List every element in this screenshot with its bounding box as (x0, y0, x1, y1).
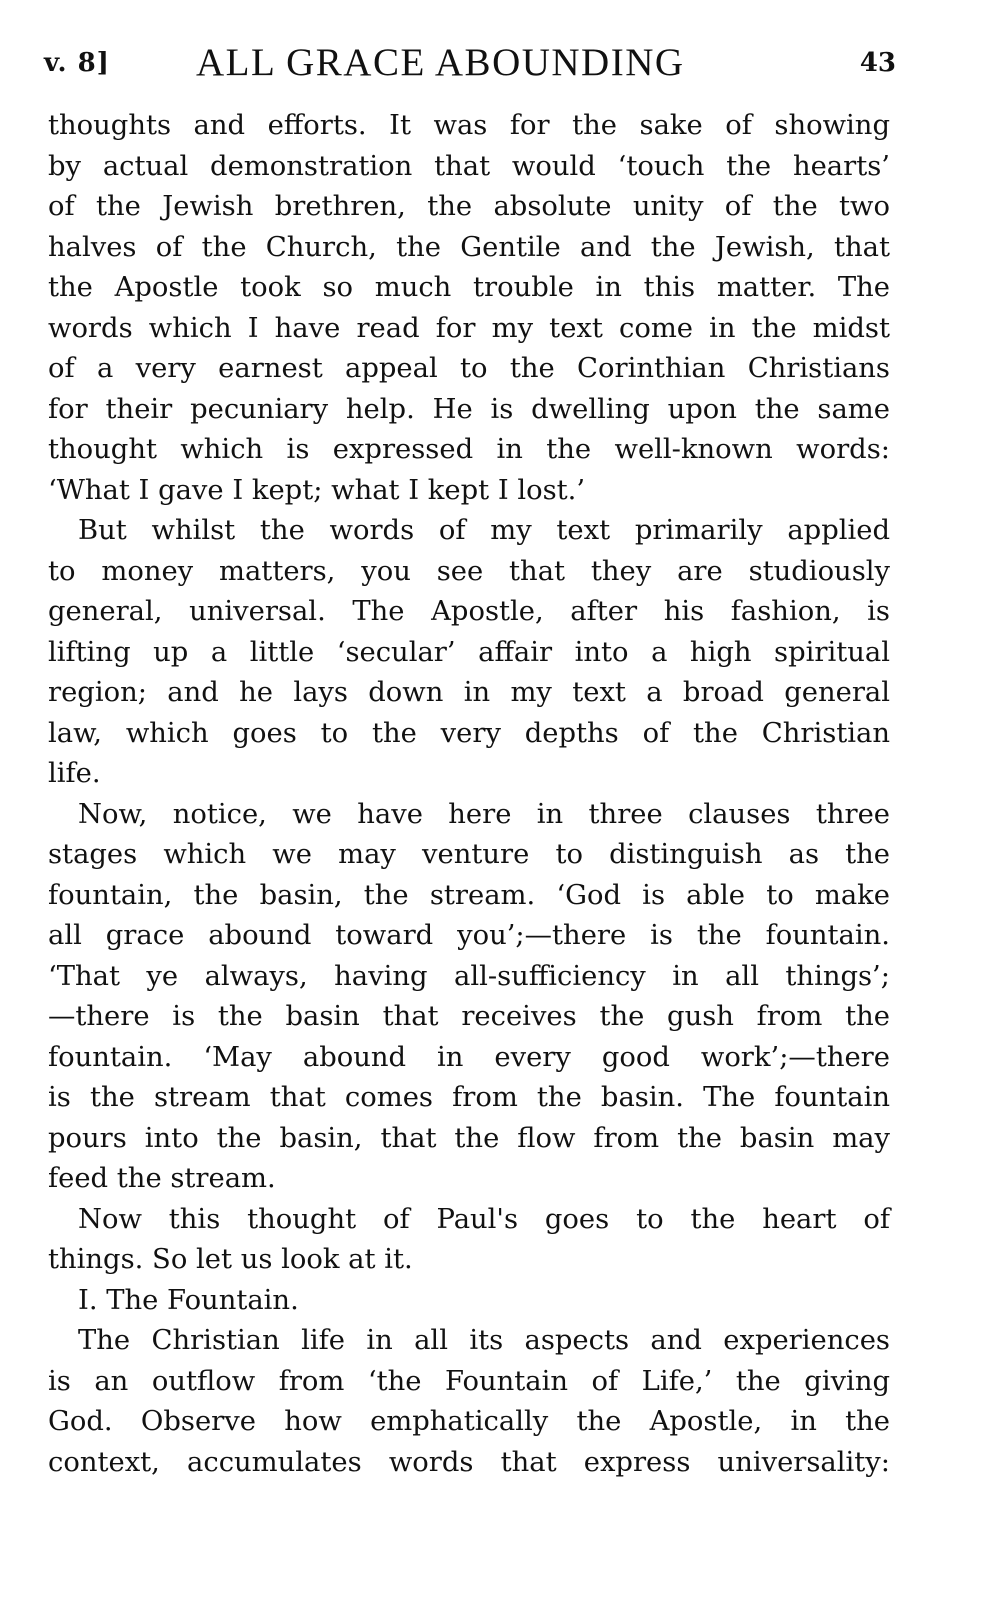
text-line: by actual demonstration that would ‘touch the hearts’ (48, 150, 890, 182)
text-line: all grace abound toward you’;—there is the fountain. (48, 920, 890, 951)
text-line: words which I have read for my text come in the midst (48, 312, 890, 344)
text-line: Now, notice, we have here in three clauses three (78, 798, 890, 830)
text-line: is an outflow from ‘the Fountain of Life,’ the giving (48, 1365, 890, 1397)
text-line: general, universal. The Apostle, after his fashion, is (48, 596, 890, 627)
text-line: is the stream that comes from the basin. The fountain (48, 1082, 890, 1113)
text-line: But whilst the words of my text primarily applied (78, 515, 890, 546)
text-line: region; and he lays down in my text a broad general (48, 677, 890, 708)
text-line: ‘That ye always, having all-sufficiency in all things’; (48, 960, 890, 992)
text-line: halves of the Church, the Gentile and the Jewish, that (48, 231, 890, 263)
text-line: of a very earnest appeal to the Corinthian Christians (48, 353, 890, 384)
running-header (44, 38, 896, 94)
text-line: fountain, the basin, the stream. ‘God is able to make (48, 879, 890, 911)
text-line: pours into the basin, that the flow from the basin may (48, 1122, 890, 1154)
text-line: God. Observe how emphatically the Apostle, in the (48, 1406, 890, 1437)
text-line: ‘What I gave I kept; what I kept I lost.’ (48, 474, 586, 506)
verse-reference: v. 8] (44, 48, 110, 78)
book-page (44, 38, 896, 1483)
text-line: lifting up a little ‘secular’ affair into a high spiritual (48, 636, 890, 668)
page-number: 43 (859, 48, 896, 78)
text-line: stages which we may venture to distinguish as the (48, 839, 890, 870)
text-line: feed the stream. (48, 1163, 276, 1194)
text-line: —there is the basin that receives the gush from the (48, 1001, 890, 1032)
text-line: The Christian life in all its aspects and experiences (78, 1325, 890, 1356)
text-line: to money matters, you see that they are studiously (48, 555, 890, 587)
page-title: ALL GRACE ABOUNDING (196, 41, 685, 84)
text-line: I. The Fountain. (78, 1284, 299, 1316)
text-line: things. So let us look at it. (48, 1244, 413, 1275)
text-line: law, which goes to the very depths of the Christian (48, 717, 890, 749)
text-line: for their pecuniary help. He is dwelling upon the same (48, 393, 890, 425)
text-line: fountain. ‘May abound in every good work’;—there (48, 1041, 890, 1073)
text-line: Now this thought of Paul's goes to the heart of (78, 1203, 890, 1235)
text-line: the Apostle took so much trouble in this matter. The (48, 272, 890, 303)
text-line: of the Jewish brethren, the absolute unity of the two (48, 191, 890, 222)
text-line: thoughts and efforts. It was for the sake of showing (48, 110, 890, 141)
text-line: thought which is expressed in the well-known words: (48, 434, 890, 465)
text-line: context, accumulates words that express universality: (48, 1446, 890, 1478)
body-text (48, 106, 890, 1483)
text-line: life. (48, 758, 101, 789)
